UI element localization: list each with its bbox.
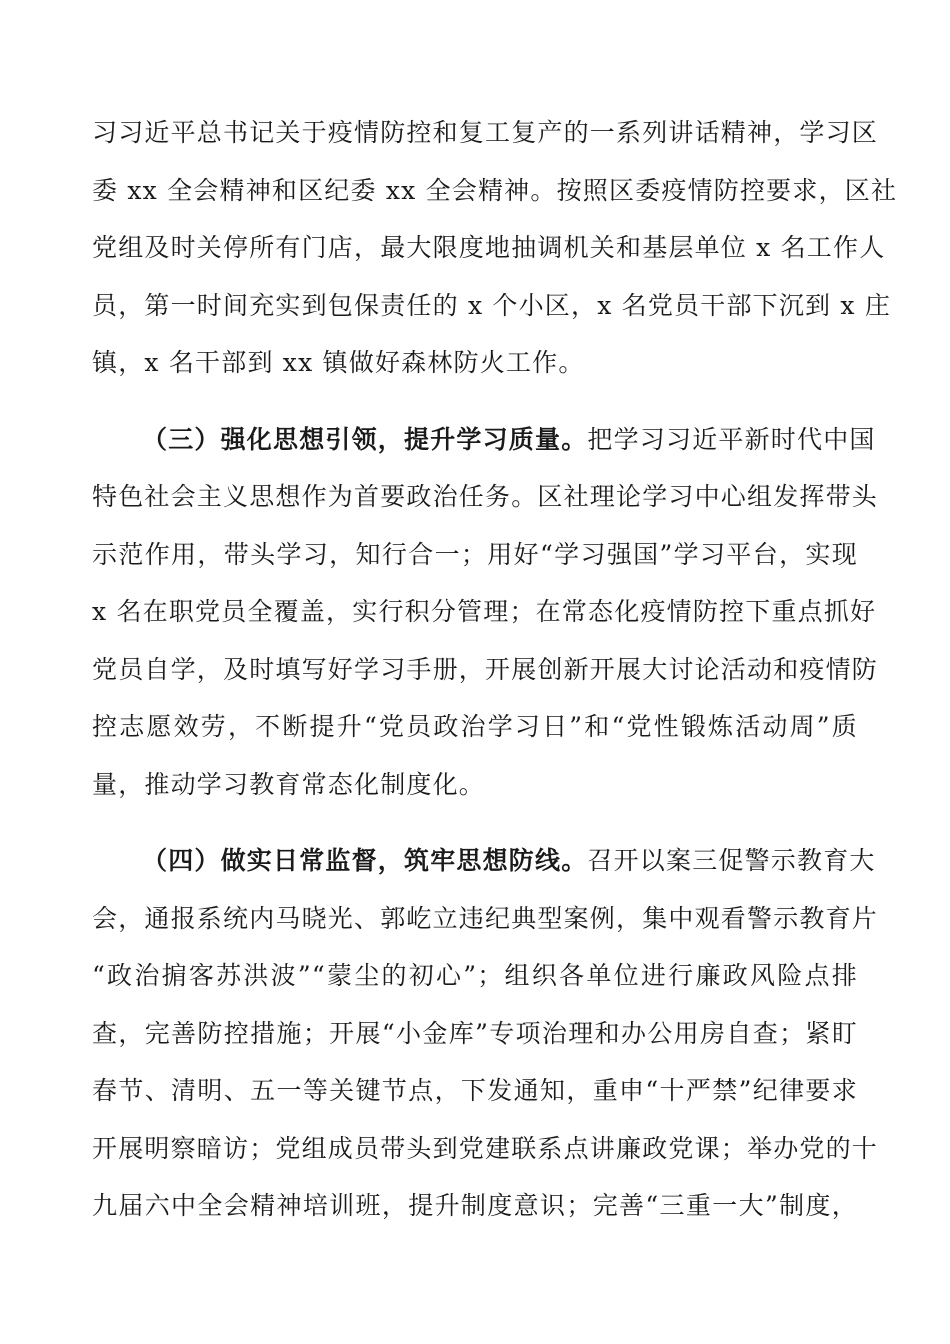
paragraph-line: 量，推动学习教育常态化制度化。 <box>92 769 486 799</box>
paragraph-line: 开展明察暗访；党组成员带头到党建联系点讲廉政党课；举办党的十 <box>92 1133 879 1163</box>
paragraph-line: 习习近平总书记关于疫情防控和复工复产的一系列讲话精神，学习区 <box>92 118 879 147</box>
paragraph-text: 把学习习近平新时代中国 <box>587 424 876 454</box>
paragraph-2 <box>92 411 879 814</box>
paragraph-first-line <box>92 411 876 469</box>
paragraph-line: x 名在职党员全覆盖，实行积分管理；在常态化疫情防控下重点抓好 <box>92 597 877 626</box>
paragraph-line: 党组及时关停所有门店，最大限度地抽调机关和基层单位 x 名工作人 <box>92 233 886 262</box>
paragraph-line: 委 xx 全会精神和区纪委 xx 全会精神。按照区委疫情防控要求，区社 <box>92 175 898 205</box>
section-heading-4: （四）做实日常监督，筑牢思想防线。 <box>142 846 588 875</box>
paragraph-line: 春节、清明、五一等关键节点，下发通知，重申“十严禁”纪律要求 <box>92 1076 858 1105</box>
paragraph-line: 示范作用，带头学习，知行合一；用好“学习强国”学习平台，实现 <box>92 539 858 569</box>
paragraph-line: 员，第一时间充实到包保责任的 x 个小区，x 名党员干部下沉到 x 庄 <box>92 290 892 320</box>
paragraph-first-line <box>92 832 876 890</box>
paragraph-gap <box>92 813 858 832</box>
paragraph-line: 控志愿效劳，不断提升“党员政治学习日”和“党性锻炼活动周”质 <box>92 712 858 741</box>
paragraph-3 <box>92 832 879 1235</box>
paragraph-line: 党员自学，及时填写好学习手册，开展创新开展大讨论活动和疫情防 <box>92 654 879 684</box>
paragraph-line: 查，完善防控措施；开展“小金库”专项治理和办公用房自查；紧盯 <box>92 1018 858 1048</box>
paragraph-line: 镇，x 名干部到 xx 镇做好森林防火工作。 <box>92 348 585 377</box>
paragraph-gap <box>92 392 858 411</box>
paragraph-line: 特色社会主义思想作为首要政治任务。区社理论学习中心组发挥带头 <box>92 482 879 511</box>
paragraph-line: “政治掮客苏洪波”“蒙尘的初心”；组织各单位进行廉政风险点排 <box>92 961 858 990</box>
paragraph-1 <box>92 104 898 392</box>
document-body <box>92 104 898 1235</box>
section-heading-3: （三）强化思想引领，提升学习质量。 <box>142 424 588 454</box>
paragraph-line: 九届六中全会精神培训班，提升制度意识；完善“三重一大”制度， <box>92 1191 858 1220</box>
paragraph-line: 会，通报系统内马晓光、郭屹立违纪典型案例，集中观看警示教育片 <box>92 903 879 933</box>
paragraph-text: 召开以案三促警示教育大 <box>587 846 876 875</box>
